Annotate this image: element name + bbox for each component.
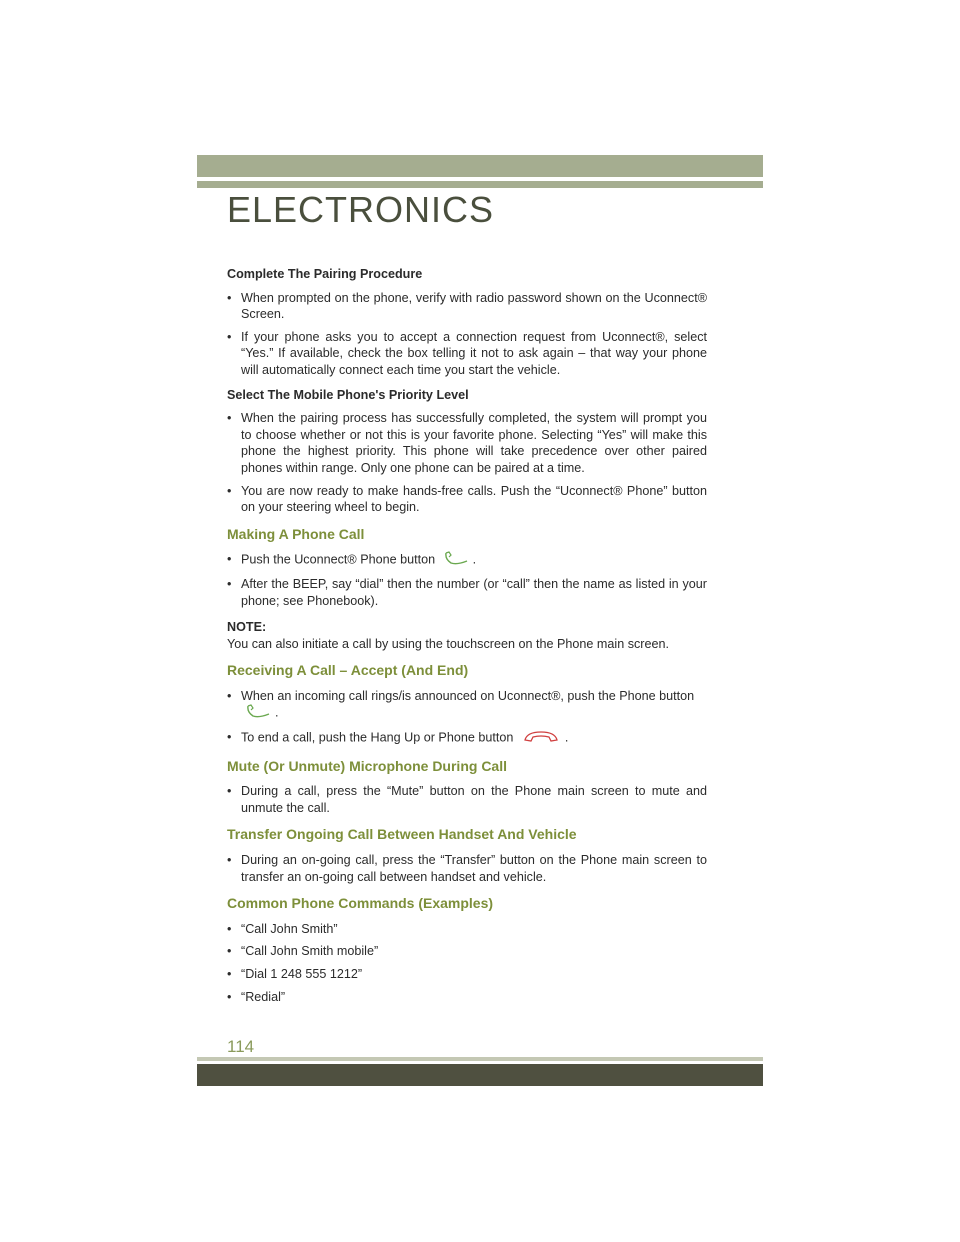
making-bullet-2: • After the BEEP, say “dial” then the number (or “call” then the name as listed in your phone; see Phonebook). <box>227 576 707 609</box>
page-content <box>227 266 707 1011</box>
footer-band <box>197 1064 763 1086</box>
pairing-bullet-2: • If your phone asks you to accept a connection request from Uconnect®, select “Yes.” If available, check the box telling it not to ask again – that way your phone will automatically connect each time you start the vehicle. <box>227 329 707 379</box>
hang-up-icon <box>521 729 561 748</box>
receiving-bullet-1-end: . <box>275 706 279 721</box>
command-item: • “Dial 1 248 555 1212” <box>227 966 707 983</box>
priority-bullet-2: • You are now ready to make hands-free calls. Push the “Uconnect® Phone” button on your steering wheel to begin. <box>227 483 707 516</box>
header-band <box>197 155 763 177</box>
receiving-bullet-2-end: . <box>564 730 569 745</box>
heading-priority: Select The Mobile Phone's Priority Level <box>227 387 469 402</box>
heading-transfer: Transfer Ongoing Call Between Handset And Vehicle <box>227 826 577 843</box>
command-item: • “Call John Smith mobile” <box>227 943 707 960</box>
receiving-bullet-2 <box>227 729 707 748</box>
receiving-bullet-1-text: When an incoming call rings/is announced on Uconnect®, push the Phone button <box>241 688 695 703</box>
mute-bullet-1: • During a call, press the “Mute” button on the Phone main screen to mute and unmute the call. <box>227 783 707 816</box>
receiving-bullet-2-text: To end a call, push the Hang Up or Phone button <box>241 730 514 745</box>
pairing-bullet-1: • When prompted on the phone, verify with radio password shown on the Uconnect® Screen. <box>227 290 707 323</box>
priority-bullet-1: • When the pairing process has successfully completed, the system will prompt you to choose whether or not this is your favorite phone. Selecting “Yes” will make this phone the highest priority. This phone will take precedence over other paired phones within range. Only one phone can be paired at a time. <box>227 410 707 476</box>
phone-icon <box>443 551 469 570</box>
heading-receiving-call: Receiving A Call – Accept (And End) <box>227 662 469 679</box>
note-text: You can also initiate a call by using the touchscreen on the Phone main screen. <box>227 636 669 651</box>
transfer-bullet-1: • During an on-going call, press the “Transfer” button on the Phone main screen to transfer an on-going call between handset and vehicle. <box>227 852 707 885</box>
making-bullet-1-end: . <box>472 552 477 567</box>
section-title: ELECTRONICS <box>227 189 495 230</box>
heading-mute: Mute (Or Unmute) Microphone During Call <box>227 757 507 774</box>
page-number: 114 <box>227 1037 255 1056</box>
heading-making-call: Making A Phone Call <box>227 525 365 542</box>
header-rule <box>197 181 763 188</box>
command-item: • “Call John Smith” <box>227 921 707 938</box>
heading-pairing: Complete The Pairing Procedure <box>227 267 423 281</box>
receiving-bullet-1 <box>227 688 707 723</box>
making-bullet-1-text: Push the Uconnect® Phone button <box>241 552 436 567</box>
heading-commands: Common Phone Commands (Examples) <box>227 895 494 912</box>
phone-icon <box>245 704 271 723</box>
note-label: NOTE: <box>227 620 267 635</box>
command-item: • “Redial” <box>227 989 707 1006</box>
footer-rule <box>197 1057 763 1061</box>
making-bullet-1 <box>227 551 707 570</box>
